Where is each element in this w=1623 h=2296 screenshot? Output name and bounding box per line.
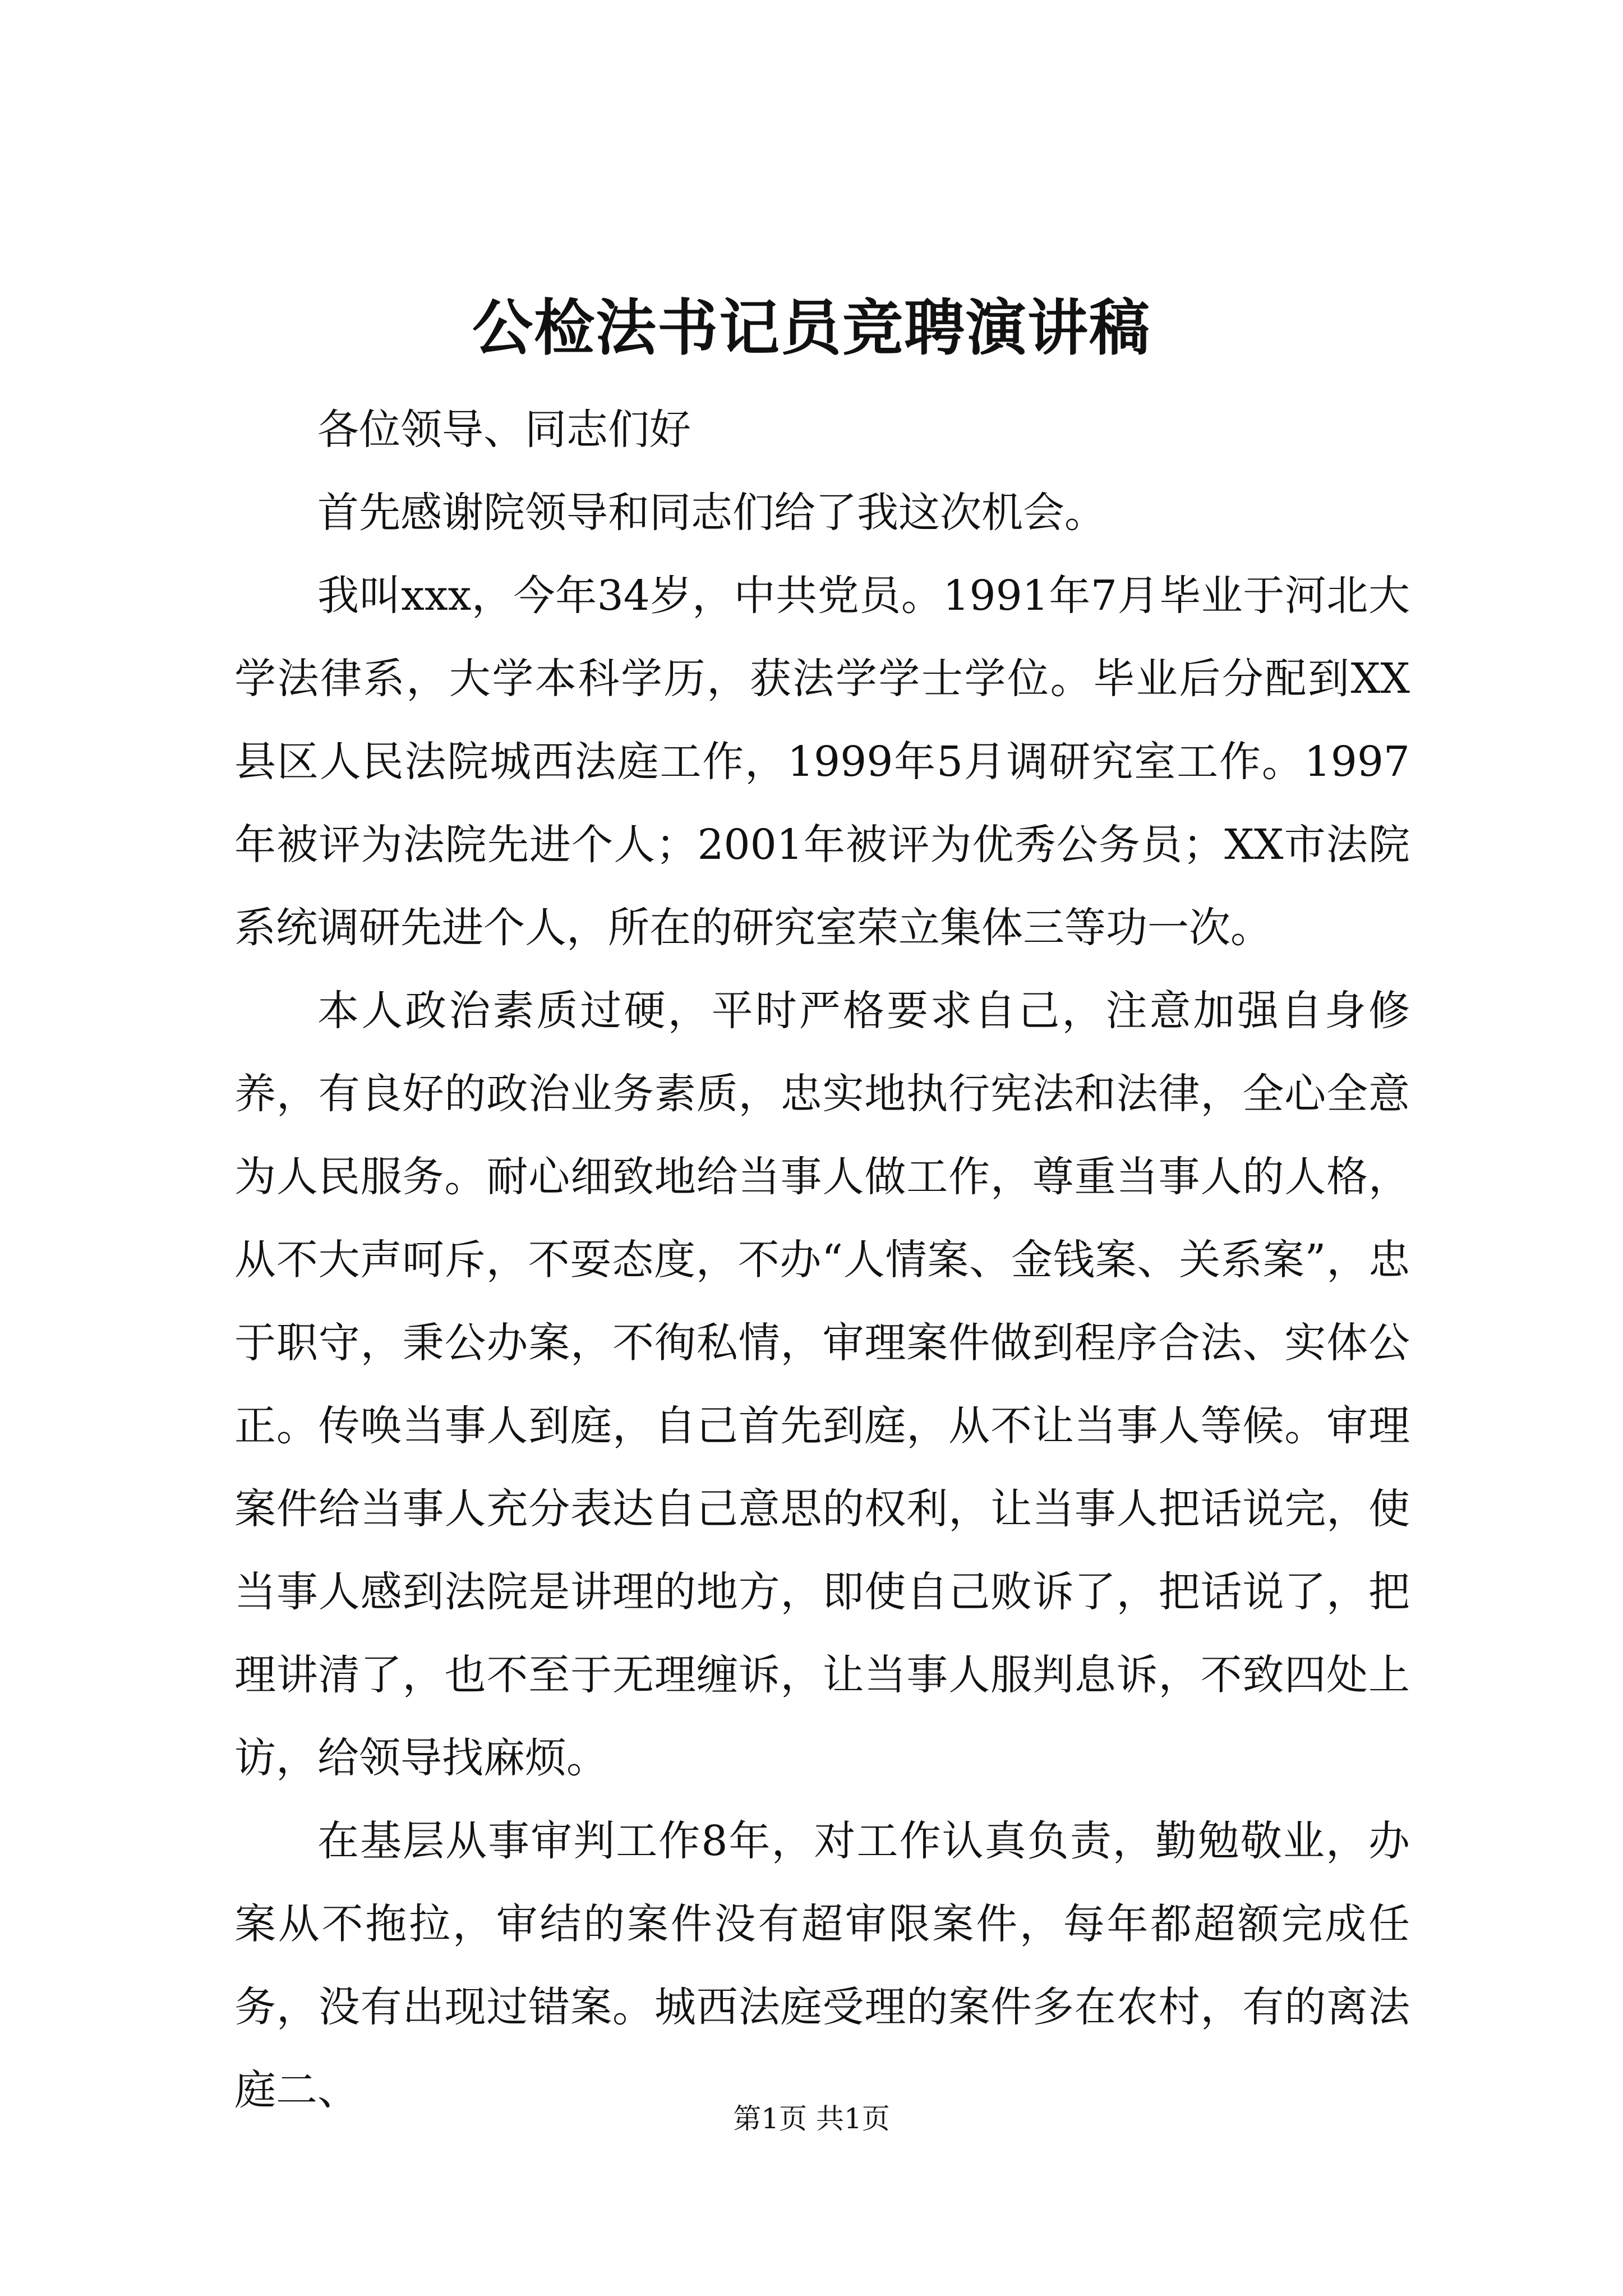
page-footer: 第1页 共1页	[733, 2102, 890, 2135]
paragraph-thanks: 首先感谢院领导和同志们给了我这次机会。	[317, 489, 1106, 537]
paragraph-greeting: 各位领导、同志们好	[317, 406, 691, 454]
document-title: 公检法书记员竞聘演讲稿	[472, 293, 1151, 364]
paragraph-work-experience: 在基层从事审判工作8年，对工作认真负责，勤勉敬业，办案从不拖拉，审结的案件没有超审限案件，每年都超额完成任务，没有出现过错案。城西法庭受理的案件多在农村，有的离法庭二、	[234, 1817, 1410, 2114]
paragraph-introduction: 我叫xxx，今年34岁，中共党员。1991年7月毕业于河北大学法律系，大学本科学历，获法学学士学位。毕业后分配到XX县区人民法院城西法庭工作，1999年5月调研究室工作。1997年被评为法院先进个人；2001年被评为优秀公务员；XX市法院系统调研先进个人，所在的研究室荣立集体三等功一次。	[234, 572, 1410, 952]
document-body	[234, 388, 1410, 2132]
paragraph-political-quality: 本人政治素质过硬，平时严格要求自己，注意加强自身修养，有良好的政治业务素质，忠实地执行宪法和法律，全心全意为人民服务。耐心细致地给当事人做工作，尊重当事人的人格，从不大声呵斥，不耍态度，不办“人情案、金钱案、关系案”，忠于职守，秉公办案，不徇私情，审理案件做到程序合法、实体公正。传唤当事人到庭，自己首先到庭，从不让当事人等候。审理案件给当事人充分表达自己意思的权利，让当事人把话说完，使当事人感到法院是讲理的地方，即使自己败诉了，把话说了，把理讲清了，也不至于无理缠诉，让当事人服判息诉，不致四处上访，给领导找麻烦。	[234, 987, 1410, 1782]
